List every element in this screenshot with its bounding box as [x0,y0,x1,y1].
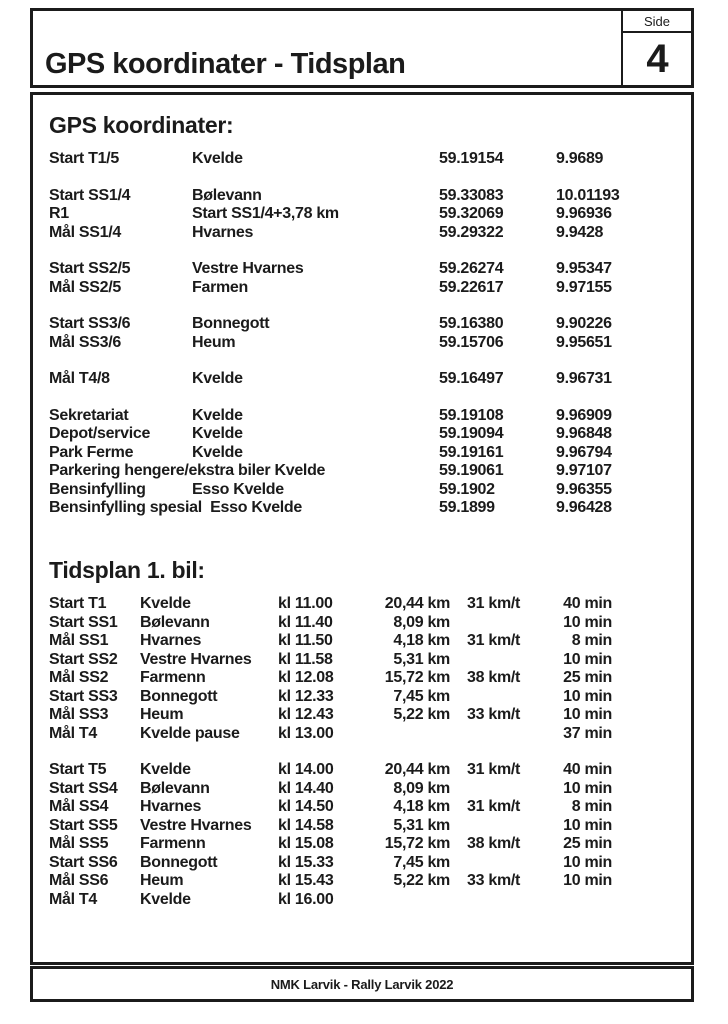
cell-lat: 59.22617 [439,278,504,296]
cell-lon: 9.97155 [556,278,612,296]
cell-speed: 38 km/t [467,669,521,687]
cell-dist: 15,72 km [384,669,450,687]
cell-speed: 33 km/t [467,706,521,724]
cell-label: Bensinfylling [49,480,146,498]
cell-label: Mål SS1 [49,632,109,650]
cell-speed [450,817,537,836]
cell-label: Start SS1/4 [49,186,131,204]
cell-dist: 4,18 km [393,798,450,816]
table-row [49,614,612,633]
cell-label: Mål SS6 [49,872,109,890]
table-row [49,370,679,389]
cell-lat: 59.19094 [439,425,504,443]
table-row [49,817,612,836]
cell-place: Farmenn [140,835,206,853]
section-heading-tidsplan: Tidsplan 1. bil: [49,556,205,583]
cell-dur: 8 min [571,798,612,816]
cell-place: Kvelde [192,406,243,424]
cell-speed: 31 km/t [467,632,521,650]
cell-place: Heum [140,706,184,724]
tidsplan-table [49,595,612,909]
cell-speed [450,614,537,633]
cell-time: kl 12.33 [278,687,334,705]
cell-dist: 15,72 km [384,835,450,853]
cell-label: Mål T4 [49,890,97,908]
cell-lon: 9.95651 [556,333,612,351]
cell-lon: 9.96355 [556,480,612,498]
section-heading-gps: GPS koordinater: [49,112,234,138]
title-cell [33,11,621,85]
cell-label: Mål T4/8 [49,370,110,388]
cell-label: Sekretariat [49,406,129,424]
cell-time: kl 12.08 [278,669,334,687]
cell-label: Mål SS5 [49,835,109,853]
cell-lon: 9.97107 [556,462,612,480]
cell-place: Bonnegott [192,315,270,333]
cell-lat: 59.1899 [439,499,495,517]
group-spacer [49,169,679,187]
cell-label: Mål SS1/4 [49,223,122,241]
cell-lat: 59.19061 [439,462,504,480]
cell-lon: 9.95347 [556,260,612,278]
cell-lon: 9.96731 [556,370,612,388]
cell-label: Mål SS3/6 [49,333,122,351]
cell-lat: 59.16497 [439,370,504,388]
page-title: GPS koordinater - Tidsplan [45,48,406,80]
cell-place: Bonnegott [140,687,218,705]
table-row [49,854,612,873]
page-number: 4 [646,36,668,81]
cell-place: Hvarnes [140,632,202,650]
cell-speed: 33 km/t [467,872,521,890]
table-row [49,761,612,780]
cell-dur: 10 min [563,650,612,668]
cell-place: Kvelde [192,370,243,388]
page-footer [30,966,694,1002]
cell-speed [450,780,537,799]
cell-label: Mål T4 [49,724,97,742]
cell-lat: 59.19161 [439,443,504,461]
cell-label: R1 [49,205,69,223]
page-number-box [621,11,691,85]
group-spacer [49,352,679,370]
group-spacer [49,297,679,315]
cell-label: Start SS5 [49,816,118,834]
cell-dur: 40 min [563,595,612,613]
cell-dur: 10 min [563,779,612,797]
cell-speed [450,891,537,910]
cell-place: Start SS1/4+3,78 km [192,205,339,223]
cell-label: Bensinfylling spesial Esso Kvelde [49,499,303,517]
cell-label: Start T5 [49,761,107,779]
table-row [49,891,612,910]
table-row [49,150,679,169]
cell-time: kl 15.43 [278,872,334,890]
table-row [49,425,679,444]
cell-place: Vestre Hvarnes [140,650,252,668]
footer-text: NMK Larvik - Rally Larvik 2022 [270,976,454,992]
cell-dist: 5,22 km [393,872,450,890]
cell-dist: 4,18 km [393,632,450,650]
cell-lat: 59.19108 [439,406,504,424]
cell-lon: 9.96794 [556,443,612,461]
table-row [49,688,612,707]
cell-label: Start SS3 [49,687,118,705]
table-row [49,444,679,463]
cell-place: Kvelde [140,761,191,779]
cell-place: Esso Kvelde [192,480,284,498]
cell-label: Mål SS3 [49,706,109,724]
cell-time: kl 15.08 [278,835,334,853]
cell-place: Vestre Hvarnes [140,816,252,834]
cell-time: kl 15.33 [278,853,334,871]
cell-dist: 7,45 km [393,687,450,705]
cell-label: Start SS1 [49,613,118,631]
table-row [49,315,679,334]
group-spacer [49,242,679,260]
cell-time: kl 14.50 [278,798,334,816]
cell-dist [361,725,450,744]
cell-place: Kvelde [192,150,243,168]
cell-place: Bølevann [140,779,210,797]
cell-dur: 8 min [571,632,612,650]
cell-dur: 40 min [563,761,612,779]
cell-dist: 5,31 km [393,650,450,668]
cell-lon: 9.96936 [556,205,612,223]
cell-label: Parkering hengere/ekstra biler Kvelde [49,462,326,480]
cell-lon: 9.96909 [556,406,612,424]
cell-dist: 8,09 km [393,613,450,631]
content-box [30,92,694,965]
cell-speed: 31 km/t [467,595,521,613]
table-row [49,669,612,688]
cell-dur: 10 min [563,816,612,834]
cell-lat: 59.32069 [439,205,504,223]
table-row [49,780,612,799]
cell-time: kl 11.50 [278,632,333,650]
table-row [49,725,612,744]
cell-place: Farmen [192,278,248,296]
cell-place: Hvarnes [140,798,202,816]
cell-place: Kvelde [140,890,191,908]
cell-lat: 59.16380 [439,315,504,333]
cell-place: Bølevann [192,186,262,204]
cell-place: Farmenn [140,669,206,687]
cell-place: Kvelde pause [140,724,240,742]
cell-place: Kvelde [192,425,243,443]
table-row [49,205,679,224]
cell-time: kl 12.43 [278,706,334,724]
table-row [49,872,612,891]
cell-time: kl 11.40 [278,613,333,631]
cell-place: Heum [140,872,184,890]
cell-place: Heum [192,333,236,351]
table-row [49,798,612,817]
table-row [49,279,679,298]
cell-label: Mål SS4 [49,798,109,816]
cell-lat: 59.15706 [439,333,504,351]
cell-label: Start SS2 [49,650,118,668]
table-row [49,187,679,206]
cell-dist: 7,45 km [393,853,450,871]
table-row [49,706,612,725]
cell-lat: 59.19154 [439,150,504,168]
cell-dur: 25 min [563,669,612,687]
cell-label: Mål SS2/5 [49,278,122,296]
cell-dist: 20,44 km [384,595,450,613]
cell-lat: 59.33083 [439,186,504,204]
cell-speed [450,651,537,670]
cell-lon: 9.96848 [556,425,612,443]
cell-time: kl 13.00 [278,724,334,742]
cell-place: Bølevann [140,613,210,631]
cell-dist: 8,09 km [393,779,450,797]
cell-place: Kvelde [192,443,243,461]
cell-dur: 10 min [563,872,612,890]
table-row [49,595,612,614]
cell-dist: 20,44 km [384,761,450,779]
cell-place: Vestre Hvarnes [192,260,304,278]
cell-dist: 5,22 km [393,706,450,724]
cell-lon: 9.96428 [556,499,612,517]
group-spacer [49,743,612,761]
gps-table [49,150,679,518]
cell-speed: 31 km/t [467,761,521,779]
table-row [49,481,679,500]
table-row [49,260,679,279]
group-spacer [49,389,679,407]
cell-lon: 10.01193 [556,186,620,204]
cell-label: Mål SS2 [49,669,109,687]
cell-label: Start SS4 [49,779,118,797]
cell-place: Hvarnes [192,223,254,241]
cell-label: Start T1 [49,595,107,613]
cell-time: kl 14.00 [278,761,334,779]
cell-dist [361,891,450,910]
page-header [30,8,694,88]
cell-dur: 10 min [563,613,612,631]
cell-time: kl 14.40 [278,779,334,797]
cell-lat: 59.29322 [439,223,504,241]
cell-place: Bonnegott [140,853,218,871]
table-row [49,651,612,670]
table-row [49,224,679,243]
side-label: Side [623,11,691,33]
table-row [49,835,612,854]
cell-dur: 10 min [563,687,612,705]
table-row [49,499,679,518]
cell-dist: 5,31 km [393,816,450,834]
cell-lon: 9.9689 [556,150,604,168]
cell-speed: 38 km/t [467,835,521,853]
cell-label: Start SS6 [49,853,118,871]
cell-time: kl 11.58 [278,650,333,668]
cell-time: kl 11.00 [278,595,333,613]
cell-label: Depot/service [49,425,151,443]
cell-time: kl 16.00 [278,890,334,908]
cell-label: Park Ferme [49,443,134,461]
cell-speed [450,854,537,873]
cell-speed [450,688,537,707]
cell-dur: 37 min [563,724,612,742]
cell-lon: 9.9428 [556,223,604,241]
cell-dur: 10 min [563,706,612,724]
cell-label: Start SS3/6 [49,315,131,333]
cell-lat: 59.26274 [439,260,504,278]
table-row [49,407,679,426]
cell-dur [537,891,612,910]
table-row [49,334,679,353]
cell-lon: 9.90226 [556,315,612,333]
table-row [49,632,612,651]
cell-place: Kvelde [140,595,191,613]
cell-speed: 31 km/t [467,798,521,816]
cell-dur: 10 min [563,853,612,871]
cell-speed [450,725,537,744]
cell-label: Start T1/5 [49,150,119,168]
cell-lat: 59.1902 [439,480,495,498]
cell-dur: 25 min [563,835,612,853]
table-row [49,462,679,481]
cell-label: Start SS2/5 [49,260,131,278]
cell-time: kl 14.58 [278,816,334,834]
